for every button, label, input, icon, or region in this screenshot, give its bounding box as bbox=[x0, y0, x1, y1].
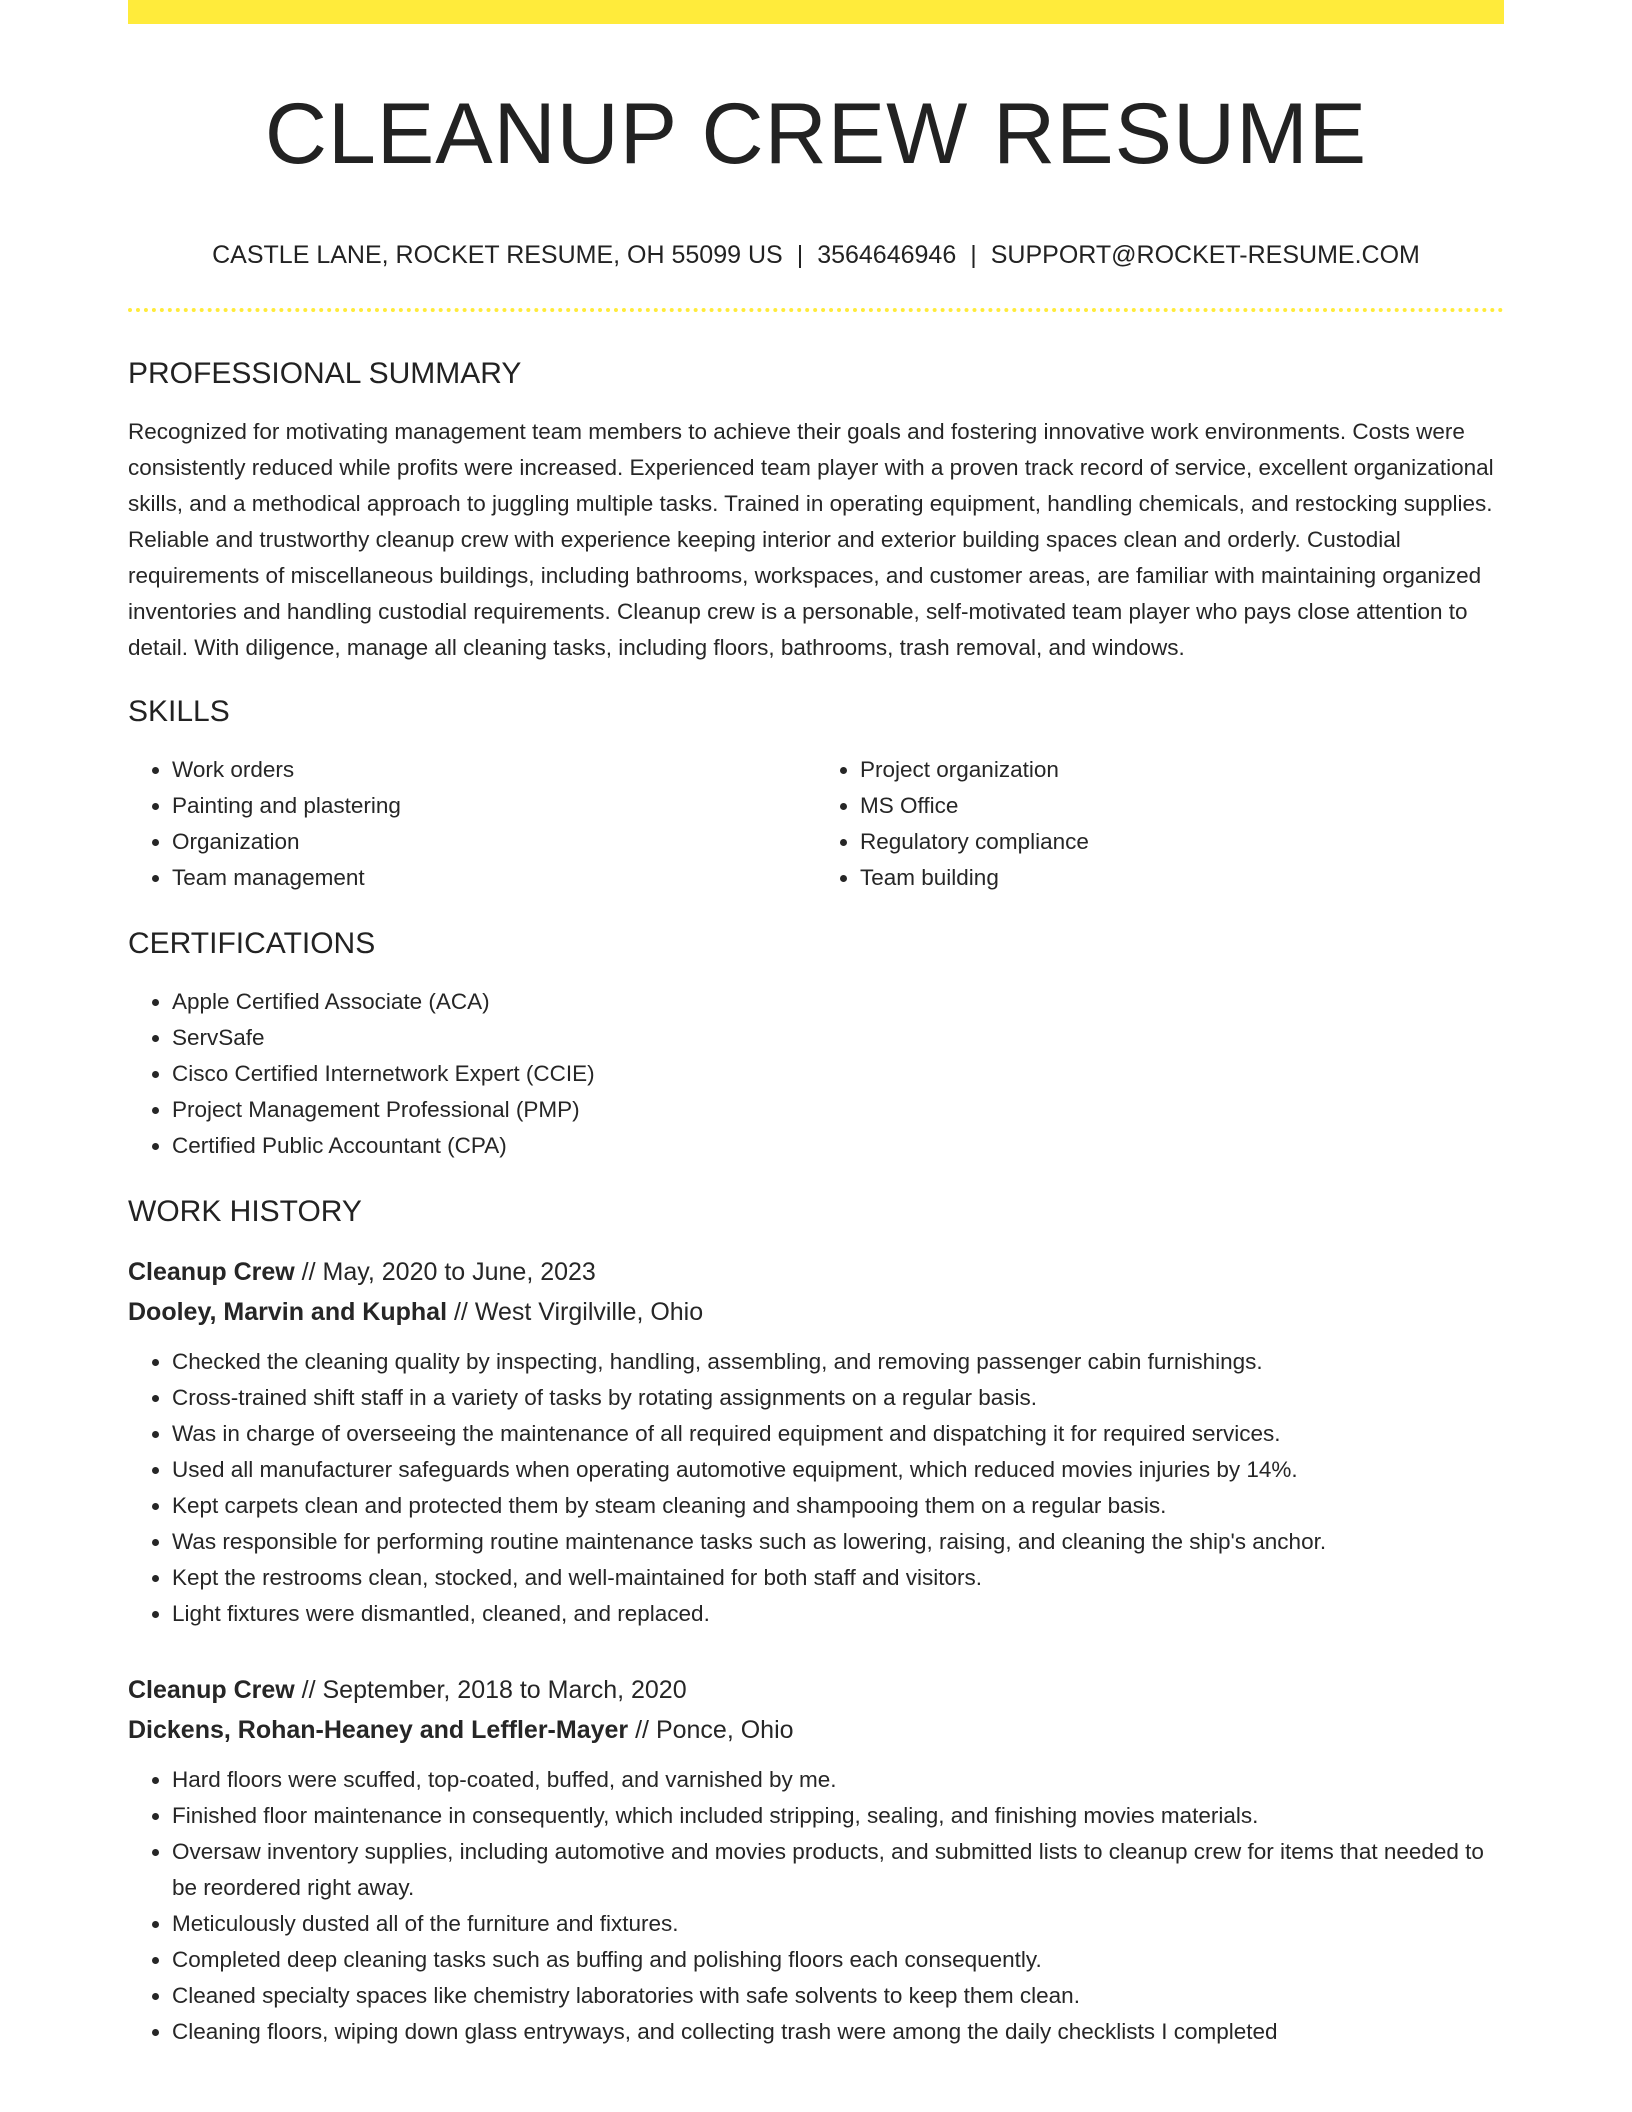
job-bullet: • Checked the cleaning quality by inspecting, handling, assembling, and removing passenger cabin furnishings. bbox=[172, 1344, 1504, 1380]
skills-list-left bbox=[128, 752, 816, 896]
job-entry bbox=[128, 1670, 1504, 2050]
accent-top-bar bbox=[128, 0, 1504, 24]
job-bullets bbox=[128, 1762, 1504, 2050]
separator: | bbox=[796, 241, 804, 269]
job-bullet: • Cleaning floors, wiping down glass entryways, and collecting trash were among the daily checklists I completed bbox=[172, 2014, 1504, 2050]
separator: | bbox=[970, 241, 977, 269]
job-bullet: • Kept the restrooms clean, stocked, and well-maintained for both staff and visitors. bbox=[172, 1560, 1504, 1596]
job-dates: // May, 2020 to June, 2023 bbox=[301, 1258, 596, 1286]
job-company-line bbox=[128, 1292, 1504, 1332]
job-bullet: • Light fixtures were dismantled, cleaned, and replaced. bbox=[172, 1596, 1504, 1632]
section-title-skills: SKILLS bbox=[128, 695, 230, 728]
job-role: Cleanup Crew bbox=[128, 1258, 295, 1286]
summary-text: Recognized for motivating management team members to achieve their goals and fostering innovative work environments. Costs were consistently reduced while profits were increased. Experienced team player with a proven track record of service, excellent organizational skills, and a methodical approach to juggling multiple tasks. Trained in operating equipment, handling chemicals, and restocking supplies. Reliable and trustworthy cleanup crew with experience keeping interior and exterior building spaces clean and orderly. Custodial requirements of miscellaneous buildings, including bathrooms, workspaces, and customer areas, are familiar with maintaining organized inventories and handling custodial requirements. Cleanup crew is a personable, self-motivated team player who pays close attention to detail. With diligence, manage all cleaning tasks, including floors, bathrooms, trash removal, and windows. bbox=[128, 419, 1494, 660]
section-title-summary: PROFESSIONAL SUMMARY bbox=[128, 357, 522, 390]
certification-item: • Certified Public Accountant (CPA) bbox=[172, 1128, 1504, 1164]
job-bullet: • Was in charge of overseeing the maintenance of all required equipment and dispatching it for required services. bbox=[172, 1416, 1504, 1452]
job-location: // Ponce, Ohio bbox=[635, 1716, 794, 1744]
job-bullet: • Finished floor maintenance in consequently, which included stripping, sealing, and finishing movies materials. bbox=[172, 1798, 1504, 1834]
section-title-certifications: CERTIFICATIONS bbox=[128, 927, 376, 960]
job-company-line bbox=[128, 1710, 1504, 1750]
job-bullet: • Cleaned specialty spaces like chemistry laboratories with safe solvents to keep them clean. bbox=[172, 1978, 1504, 2014]
skill-item: • Work orders bbox=[172, 752, 816, 788]
skill-item: • Team building bbox=[860, 860, 1504, 896]
job-role: Cleanup Crew bbox=[128, 1676, 295, 1704]
job-bullet: • Kept carpets clean and protected them by steam cleaning and shampooing them on a regular basis. bbox=[172, 1488, 1504, 1524]
skill-item: • Organization bbox=[172, 824, 816, 860]
certifications-list bbox=[128, 984, 1504, 1164]
job-dates: // September, 2018 to March, 2020 bbox=[301, 1676, 687, 1704]
skill-item: • Team management bbox=[172, 860, 816, 896]
section-title-work-history: WORK HISTORY bbox=[128, 1195, 362, 1228]
skill-item: • Regulatory compliance bbox=[860, 824, 1504, 860]
job-bullet: • Used all manufacturer safeguards when operating automotive equipment, which reduced movies injuries by 14%. bbox=[172, 1452, 1504, 1488]
skill-item: • MS Office bbox=[860, 788, 1504, 824]
certification-item: • Apple Certified Associate (ACA) bbox=[172, 984, 1504, 1020]
job-bullet: • Meticulously dusted all of the furniture and fixtures. bbox=[172, 1906, 1504, 1942]
phone: 3564646946 bbox=[817, 241, 957, 269]
job-bullet: • Was responsible for performing routine maintenance tasks such as lowering, raising, and cleaning the ship's anchor. bbox=[172, 1524, 1504, 1560]
dotted-divider bbox=[128, 308, 1504, 312]
resume-page bbox=[128, 0, 1504, 2050]
job-company: Dooley, Marvin and Kuphal bbox=[128, 1298, 448, 1326]
job-location: // West Virgilville, Ohio bbox=[453, 1298, 704, 1326]
job-bullets bbox=[128, 1344, 1504, 1632]
skill-item: • Project organization bbox=[860, 752, 1504, 788]
email-link[interactable]: SUPPORT@ROCKET-RESUME.COM bbox=[990, 241, 1420, 269]
job-bullet: • Oversaw inventory supplies, including automotive and movies products, and submitted lists to cleanup crew for items that needed to be reordered right away. bbox=[172, 1834, 1504, 1906]
job-entry bbox=[128, 1252, 1504, 1632]
contact-line bbox=[128, 240, 1504, 270]
skills-grid bbox=[128, 752, 1504, 896]
address: CASTLE LANE, ROCKET RESUME, OH 55099 US bbox=[212, 241, 783, 269]
job-bullet: • Completed deep cleaning tasks such as buffing and polishing floors each consequently. bbox=[172, 1942, 1504, 1978]
job-company: Dickens, Rohan-Heaney and Leffler-Mayer bbox=[128, 1716, 629, 1744]
job-bullet: • Cross-trained shift staff in a variety of tasks by rotating assignments on a regular basis. bbox=[172, 1380, 1504, 1416]
skill-item: • Painting and plastering bbox=[172, 788, 816, 824]
skills-list-right bbox=[816, 752, 1504, 896]
certification-item: • ServSafe bbox=[172, 1020, 1504, 1056]
job-bullet: • Hard floors were scuffed, top-coated, buffed, and varnished by me. bbox=[172, 1762, 1504, 1798]
job-role-line bbox=[128, 1252, 1504, 1292]
certification-item: • Project Management Professional (PMP) bbox=[172, 1092, 1504, 1128]
certification-item: • Cisco Certified Internetwork Expert (CCIE) bbox=[172, 1056, 1504, 1092]
job-role-line bbox=[128, 1670, 1504, 1710]
resume-title: CLEANUP CREW RESUME bbox=[264, 86, 1368, 182]
